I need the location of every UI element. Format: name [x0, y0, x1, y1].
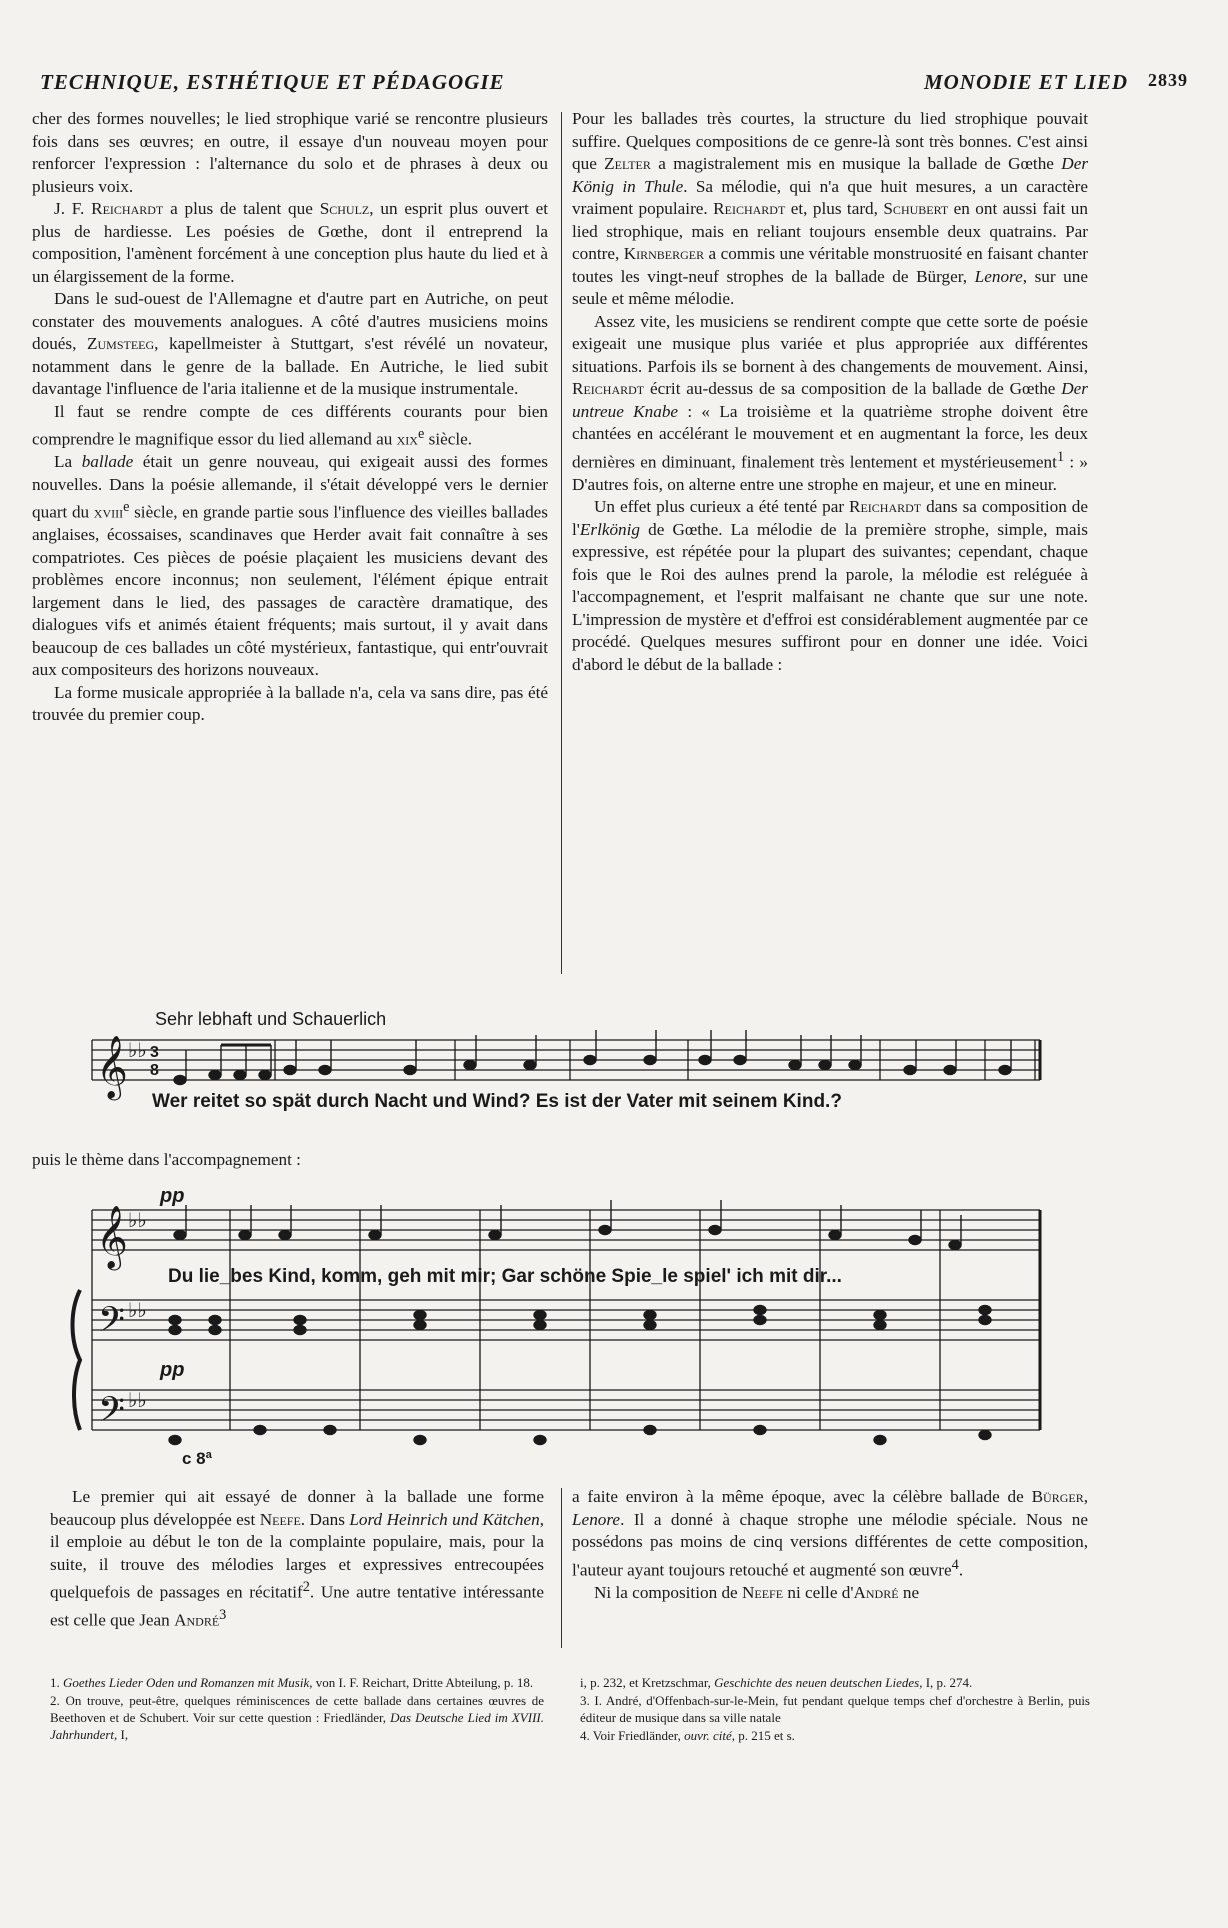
dynamic-marking: pp: [160, 1359, 185, 1381]
lower-left-column: [50, 1486, 544, 1632]
lyrics-line: Du lie_bes Kind, komm, geh mit mir; Gar schöne Spie_le spiel' ich mit dir...: [168, 1266, 842, 1287]
treble-clef-icon: 𝄞: [96, 1037, 128, 1097]
notes: [174, 1030, 1011, 1085]
footnote: i, p. 232, et Kretzschmar, Geschichte des neuen deutschen Liedes, I, p. 274.: [580, 1675, 973, 1690]
treble-clef-icon: 𝄞: [96, 1207, 128, 1267]
paragraph: J. F. Reichardt a plus de talent que Schulz, un esprit plus ouvert et plus de hardiesse. Les poésies de Gœthe, dont il entreprend la composition, l'amènent forcément à une conception plus haute du lied et à un élargissement de la forme.: [32, 199, 548, 286]
time-signature: 3: [150, 1044, 159, 1061]
bass-clef-icon: 𝄢: [98, 1300, 126, 1347]
running-header: [40, 70, 1188, 100]
upper-right-column: [572, 108, 1088, 676]
music-example-2: [0, 1180, 1228, 1470]
column-divider: [561, 112, 562, 974]
page-number: 2839: [1148, 70, 1188, 90]
paragraph: cher des formes nouvelles; le lied strophique varié se rencontre plusieurs fois dans ses œuvres; en outre, il essaye d'un nouveau moyen pour renforcer l'expression : l'alternance du solo et de phrases à deux ou plusieurs voix.: [32, 109, 548, 196]
upper-left-column: [32, 108, 548, 727]
music-example-1: [0, 995, 1228, 1125]
footnote: 4. Voir Friedländer, ouvr. cité, p. 215 et s.: [580, 1728, 795, 1743]
paragraph: Le premier qui ait essayé de donner à la ballade une forme beaucoup plus développée est Neefe. Dans Lord Heinrich und Kätchen, il emploie au début le ton de la complainte populaire, mais, pour la suite, il trouve des mélodies larges et expressives entrecoupées quelquefois de passages en récitatif$^2$. Une autre tentative intéressante est celle que Jean André$^3$: [50, 1487, 545, 1630]
dynamic-marking: pp: [160, 1185, 185, 1207]
paragraph: a faite environ à la même époque, avec la célèbre ballade de Bürger, Lenore. Il a donné à chaque strophe une mélodie spéciale. Nous ne possédons pas moins de cinq versions différentes de cette composition, l'auteur ayant toujours retouché et augmenté son œuvre$^4$.: [572, 1487, 1088, 1580]
paragraph: Pour les ballades très courtes, la structure du lied strophique pouvait suffire. Quelques compositions de ce genre-là sont très bonnes. C'est ainsi que Zelter a magistralement mis en musique la ballade de Gœthe Der König in Thule. Sa mélodie, qui n'a que huit mesures, a un caractère vraiment populaire. Reichardt et, plus tard, Schubert en ont aussi fait un lied strophique, mais en reliant toujours ensemble deux quatrains. Par contre, Kirnberger a commis une véritable monstruosité en faisant chanter toutes les vingt-neuf strophes de la ballade de Bürger, Lenore, sur une seule et même mélodie.: [572, 109, 1089, 308]
paragraph: Ni la composition de Neefe ni celle d'André ne: [594, 1582, 920, 1602]
brace-icon: [73, 1290, 81, 1430]
footnotes-right: [580, 1674, 1090, 1745]
paragraph: Il faut se rendre compte de ces différents courants pour bien comprendre le magnifique essor du lied allemand au xix$^e$ siècle.: [32, 401, 548, 449]
footnote: 2. On trouve, peut-être, quelques réminiscences de cette ballade dans certaines œuvres de Beethoven et de Schubert. Voir sur cette question : Friedländer, Das Deutsche Lied im XVIII. Jahrhundert, I,: [50, 1693, 544, 1742]
staff-lines: [92, 1210, 1040, 1430]
header-right-title: MONODIE ET LIED: [923, 70, 1128, 94]
tempo-marking: Sehr lebhaft und Schauerlich: [155, 1009, 387, 1029]
footnotes-left: [50, 1674, 544, 1744]
time-signature: 8: [150, 1062, 159, 1079]
flat-sign-icon: ♭♭: [128, 1210, 147, 1232]
paragraph: Dans le sud-ouest de l'Allemagne et d'autre part en Autriche, on peut constater des mouvements analogues. A côté d'autres musiciens moins doués, Zumsteeg, kapellmeister à Stuttgart, s'est révélé un novateur, notamment dans le genre de la ballade. En Autriche, le lied subit davantage l'influence de l'aria italienne et de la musique instrumentale.: [32, 289, 548, 398]
column-divider: [561, 1488, 562, 1648]
paragraph: Un effet plus curieux a été tenté par Reichardt dans sa composition de l'Erlkönig de Gœthe. La mélodie de la première strophe, simple, mais expressive, est répétée pour la plupart des suivantes; cependant, chaque fois que le Roi des aulnes prend la parole, la mélodie est reléguée à l'accompagnement, et l'esprit malfaisant ne chante que sur une note. L'impression de mystère et d'effroi est considérablement augmentée par ce procédé. Quelques mesures suffiront pour en donner une idée. Voici d'abord le début de la ballade :: [572, 497, 1088, 674]
octave-marking: c 8ª: [182, 1449, 212, 1468]
paragraph: La forme musicale appropriée à la ballade n'a, cela va sans dire, pas été trouvée du premier coup.: [32, 682, 548, 725]
flat-sign-icon: ♭♭: [128, 1300, 147, 1322]
paragraph: Assez vite, les musiciens se rendirent compte que cette sorte de poésie exigeait une musique plus variée et plus appropriée aux différentes situations. Parfois ils se bornent à des changements de mouvement. Ainsi, Reichardt écrit au-dessus de sa composition de la ballade de Gœthe Der untreue Knabe : « La troisième et la quatrième strophe doivent être chantées en accélérant le mouvement et en augmentant la force, les deux dernières en diminuant, finalement très lentement et mystérieusement$^1$ : » D'autres fois, on alterne entre une strophe en majeur, et une en mineur.: [572, 311, 1088, 494]
flat-sign-icon: ♭♭: [128, 1040, 147, 1062]
notes: [169, 1200, 991, 1445]
header-left-title: TECHNIQUE, ESTHÉTIQUE ET PÉDAGOGIE: [40, 70, 505, 94]
paragraph: La ballade était un genre nouveau, qui exigeait aussi des formes nouvelles. Dans la poésie allemande, il s'était développé vers le dernier quart du xviii$^e$ siècle, en grande partie sous l'influence des vieilles ballades anglaises, écossaises, scandinaves que Herder avait fait connaître à ses compatriotes. Ces pièces de poésie plaçaient les musiciens devant des problèmes encore inconnus; non seulement, l'élément épique entrait largement dans le lied, des passages de caractère dramatique, des dialogues vifs et animés étaient fréquents; mais surtout, il y avait dans beaucoup de ces ballades un côté mystérieux, fantastique, qui entr'ouvrait aux compositeurs des horizons nouveaux.: [32, 452, 548, 680]
footnote: 1. Goethes Lieder Oden und Romanzen mit Musik, von I. F. Reichart, Dritte Abteilung, p. 18.: [50, 1675, 534, 1690]
bass-clef-icon: 𝄢: [98, 1390, 126, 1437]
footnote: 3. I. André, d'Offenbach-sur-le-Mein, fut pendant quelque temps chef d'orchestre à Berlin, puis éditeur de musique dans sa ville natale: [580, 1693, 1090, 1725]
intro-line: puis le thème dans l'accompagnement :: [32, 1150, 301, 1169]
lower-right-column: [572, 1486, 1088, 1604]
flat-sign-icon: ♭♭: [128, 1390, 147, 1412]
lyrics-line: Wer reitet so spät durch Nacht und Wind? Es ist der Vater mit seinem Kind.?: [152, 1091, 842, 1112]
